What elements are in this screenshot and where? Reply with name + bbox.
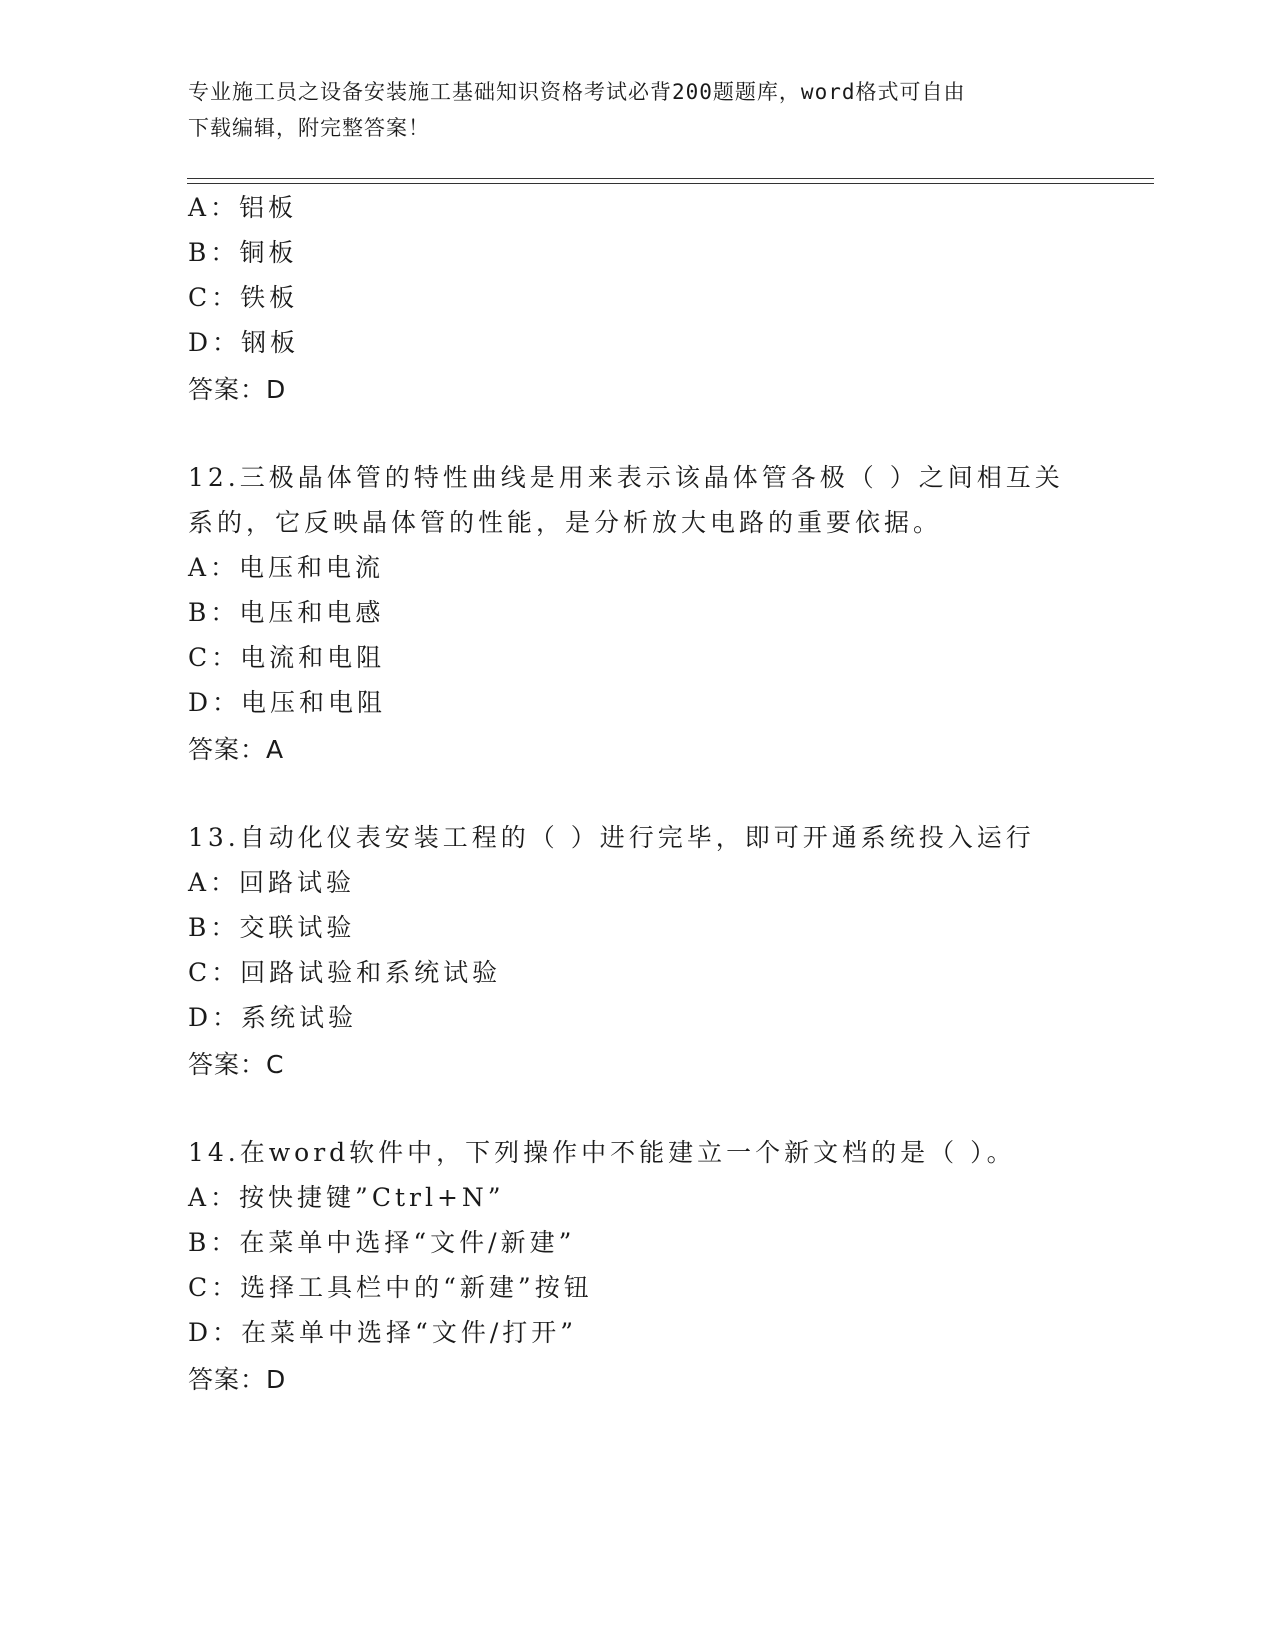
q14-option-b: B：在菜单中选择“文件/新建” bbox=[188, 1228, 576, 1257]
q12-option-d: D：电压和电阻 bbox=[188, 688, 387, 717]
q13-option-c: C：回路试验和系统试验 bbox=[188, 958, 502, 987]
header-title-line-2: 下载编辑，附完整答案！ bbox=[188, 116, 430, 140]
q11-option-d: D：钢板 bbox=[188, 328, 300, 357]
q13-answer: 答案：C bbox=[188, 1050, 285, 1079]
header-title-line-1: 专业施工员之设备安装施工基础知识资格考试必背200题题库，word格式可自由 bbox=[188, 80, 966, 104]
q13-option-b: B：交联试验 bbox=[188, 913, 356, 942]
q11-option-c: C：铁板 bbox=[188, 283, 299, 312]
q14-stem-line-1: 14.在word软件中，下列操作中不能建立一个新文档的是（ ）。 bbox=[188, 1138, 1016, 1167]
header-divider-top bbox=[187, 178, 1154, 179]
q13-option-d: D：系统试验 bbox=[188, 1003, 358, 1032]
q14-option-c: C：选择工具栏中的“新建”按钮 bbox=[188, 1273, 593, 1302]
document-header bbox=[188, 74, 1088, 146]
header-divider-bottom bbox=[187, 183, 1154, 184]
q13-option-a: A：回路试验 bbox=[188, 868, 356, 897]
q12-stem-line-1: 12.三极晶体管的特性曲线是用来表示该晶体管各极（ ）之间相互关 bbox=[188, 463, 1064, 492]
q11-option-b: B：铜板 bbox=[188, 238, 298, 267]
q12-option-c: C：电流和电阻 bbox=[188, 643, 386, 672]
q12-stem-line-2: 系的，它反映晶体管的性能，是分析放大电路的重要依据。 bbox=[188, 508, 943, 537]
q14-option-d: D：在菜单中选择“文件/打开” bbox=[188, 1318, 578, 1347]
q12-option-b: B：电压和电感 bbox=[188, 598, 385, 627]
q13-stem-line-1: 13.自动化仪表安装工程的（ ）进行完毕，即可开通系统投入运行 bbox=[188, 823, 1035, 852]
q14-answer: 答案：D bbox=[188, 1365, 287, 1394]
q11-option-a: A：铝板 bbox=[188, 193, 298, 222]
q12-answer: 答案：A bbox=[188, 735, 285, 764]
q14-option-a: A：按快捷键”Ctrl+N” bbox=[188, 1183, 505, 1212]
q12-option-a: A：电压和电流 bbox=[188, 553, 385, 582]
q11-answer: 答案：D bbox=[188, 375, 287, 404]
